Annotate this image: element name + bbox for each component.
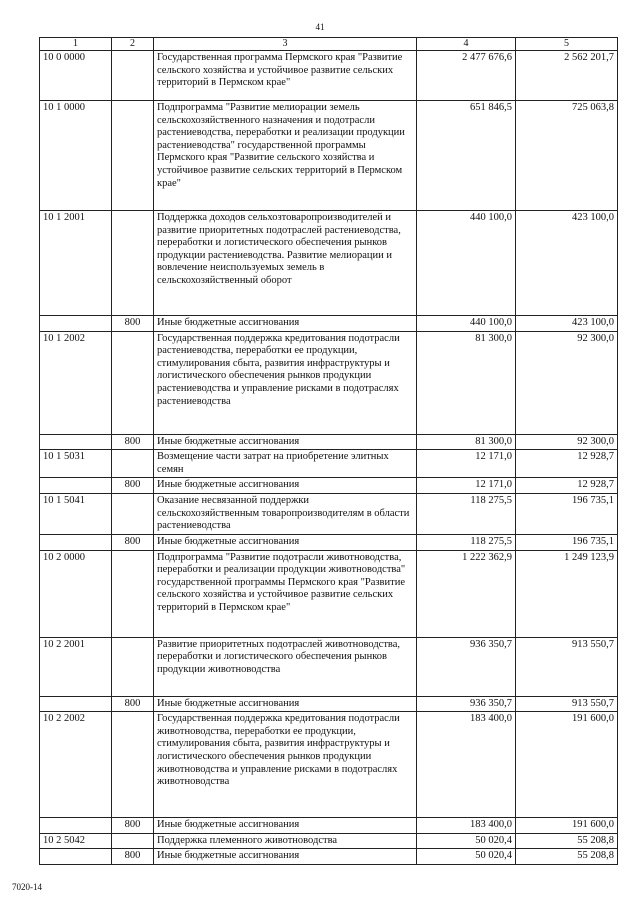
budget-code <box>40 696 112 712</box>
budget-code: 10 1 5031 <box>40 450 112 478</box>
item-name: Подпрограмма "Развитие подотрасли животноводства, переработки и реализации продукции животноводства" государственной программы Пермского края "Развитие сельского хозяйства и устойчивое развитие сельских территорий в Пермском крае" <box>154 550 417 637</box>
expense-type: 800 <box>112 534 154 550</box>
amount-column-4: 12 171,0 <box>417 450 516 478</box>
table-row <box>40 211 618 316</box>
amount-column-5: 196 735,1 <box>516 534 618 550</box>
expense-type: 800 <box>112 434 154 450</box>
amount-column-5: 423 100,0 <box>516 316 618 332</box>
expense-type <box>112 550 154 637</box>
item-name: Поддержка племенного животноводства <box>154 833 417 849</box>
budget-code: 10 0 0000 <box>40 51 112 101</box>
amount-column-4: 936 350,7 <box>417 696 516 712</box>
table-row <box>40 316 618 332</box>
amount-column-4: 183 400,0 <box>417 818 516 834</box>
amount-column-4: 81 300,0 <box>417 434 516 450</box>
expense-type <box>112 637 154 696</box>
expense-type: 800 <box>112 849 154 865</box>
expense-type: 800 <box>112 316 154 332</box>
budget-code: 10 1 2002 <box>40 331 112 434</box>
item-name: Иные бюджетные ассигнования <box>154 434 417 450</box>
column-header: 3 <box>154 38 417 51</box>
amount-column-4: 12 171,0 <box>417 478 516 494</box>
amount-column-4: 651 846,5 <box>417 101 516 211</box>
item-name: Иные бюджетные ассигнования <box>154 849 417 865</box>
budget-code: 10 1 2001 <box>40 211 112 316</box>
amount-column-5: 423 100,0 <box>516 211 618 316</box>
column-header: 5 <box>516 38 618 51</box>
amount-column-4: 118 275,5 <box>417 534 516 550</box>
expense-type <box>112 51 154 101</box>
amount-column-4: 1 222 362,9 <box>417 550 516 637</box>
table-row <box>40 712 618 818</box>
table-row <box>40 331 618 434</box>
table-row <box>40 849 618 865</box>
budget-code: 10 1 5041 <box>40 493 112 534</box>
amount-column-5: 913 550,7 <box>516 696 618 712</box>
expense-type <box>112 211 154 316</box>
amount-column-5: 913 550,7 <box>516 637 618 696</box>
budget-code <box>40 818 112 834</box>
expense-type: 800 <box>112 478 154 494</box>
budget-code: 10 2 0000 <box>40 550 112 637</box>
item-name: Государственная программа Пермского края "Развитие сельского хозяйства и устойчивое развитие сельских территорий в Пермском крае" <box>154 51 417 101</box>
amount-column-5: 196 735,1 <box>516 493 618 534</box>
expense-type <box>112 331 154 434</box>
table-row <box>40 833 618 849</box>
table-row <box>40 534 618 550</box>
expense-type <box>112 712 154 818</box>
item-name: Иные бюджетные ассигнования <box>154 696 417 712</box>
amount-column-4: 50 020,4 <box>417 833 516 849</box>
item-name: Иные бюджетные ассигнования <box>154 534 417 550</box>
budget-code: 10 1 0000 <box>40 101 112 211</box>
expense-type <box>112 450 154 478</box>
table-row <box>40 818 618 834</box>
budget-code <box>40 478 112 494</box>
budget-code: 10 2 2001 <box>40 637 112 696</box>
amount-column-4: 440 100,0 <box>417 316 516 332</box>
item-name: Оказание несвязанной поддержки сельскохозяйственным товаропроизводителям в области растениеводства <box>154 493 417 534</box>
item-name: Подпрограмма "Развитие мелиорации земель сельскохозяйственного назначения и подотрасли растениеводства, переработки и реализации продукции растениеводства" государственной программы Пермского края "Развитие сельского хозяйства и устойчивое развитие сельских территорий в Пермском крае" <box>154 101 417 211</box>
amount-column-5: 1 249 123,9 <box>516 550 618 637</box>
budget-code <box>40 534 112 550</box>
amount-column-4: 2 477 676,6 <box>417 51 516 101</box>
table-row <box>40 478 618 494</box>
table-row <box>40 637 618 696</box>
amount-column-5: 12 928,7 <box>516 450 618 478</box>
amount-column-4: 936 350,7 <box>417 637 516 696</box>
item-name: Возмещение части затрат на приобретение элитных семян <box>154 450 417 478</box>
table-row <box>40 550 618 637</box>
amount-column-5: 92 300,0 <box>516 434 618 450</box>
budget-code <box>40 316 112 332</box>
item-name: Иные бюджетные ассигнования <box>154 316 417 332</box>
table-row <box>40 696 618 712</box>
column-header: 4 <box>417 38 516 51</box>
amount-column-4: 118 275,5 <box>417 493 516 534</box>
table-row <box>40 51 618 101</box>
table-row <box>40 450 618 478</box>
budget-table <box>39 37 618 865</box>
budget-code <box>40 434 112 450</box>
item-name: Государственная поддержка кредитования подотрасли животноводства, переработки ее продукции, стимулирования сбыта, развития инфраструктуры и логистического обеспечения рынков продукции животноводства и управление рисками в подотраслях животноводства <box>154 712 417 818</box>
expense-type <box>112 101 154 211</box>
item-name: Развитие приоритетных подотраслей животноводства, переработки и логистического обеспечения рынков продукции животноводства <box>154 637 417 696</box>
item-name: Государственная поддержка кредитования подотрасли растениеводства, переработки ее продукции, стимулирования сбыта, развития инфраструктуры и логистического обеспечения рынков продукции растениеводства и управление рисками в подотраслях растениеводства <box>154 331 417 434</box>
amount-column-5: 191 600,0 <box>516 712 618 818</box>
document-code: 7020-14 <box>12 882 42 892</box>
amount-column-4: 440 100,0 <box>417 211 516 316</box>
budget-code <box>40 849 112 865</box>
amount-column-5: 12 928,7 <box>516 478 618 494</box>
expense-type <box>112 493 154 534</box>
expense-type <box>112 833 154 849</box>
column-header: 1 <box>40 38 112 51</box>
amount-column-5: 191 600,0 <box>516 818 618 834</box>
budget-code: 10 2 2002 <box>40 712 112 818</box>
item-name: Иные бюджетные ассигнования <box>154 818 417 834</box>
amount-column-5: 725 063,8 <box>516 101 618 211</box>
expense-type: 800 <box>112 696 154 712</box>
amount-column-4: 50 020,4 <box>417 849 516 865</box>
amount-column-4: 183 400,0 <box>417 712 516 818</box>
table-row <box>40 101 618 211</box>
table-row <box>40 434 618 450</box>
column-header: 2 <box>112 38 154 51</box>
page-number: 41 <box>315 22 325 32</box>
item-name: Поддержка доходов сельхозтоваропроизводителей и развитие приоритетных подотраслей растениеводства, переработки и логистического обеспечения рынков продукции растениеводства. Развитие мелиорации и вовлечение неиспользуемых земель в сельскохозяйственный оборот <box>154 211 417 316</box>
expense-type: 800 <box>112 818 154 834</box>
table-header-row <box>40 38 618 51</box>
table-row <box>40 493 618 534</box>
amount-column-5: 2 562 201,7 <box>516 51 618 101</box>
amount-column-5: 55 208,8 <box>516 833 618 849</box>
budget-code: 10 2 5042 <box>40 833 112 849</box>
amount-column-5: 55 208,8 <box>516 849 618 865</box>
amount-column-4: 81 300,0 <box>417 331 516 434</box>
amount-column-5: 92 300,0 <box>516 331 618 434</box>
item-name: Иные бюджетные ассигнования <box>154 478 417 494</box>
